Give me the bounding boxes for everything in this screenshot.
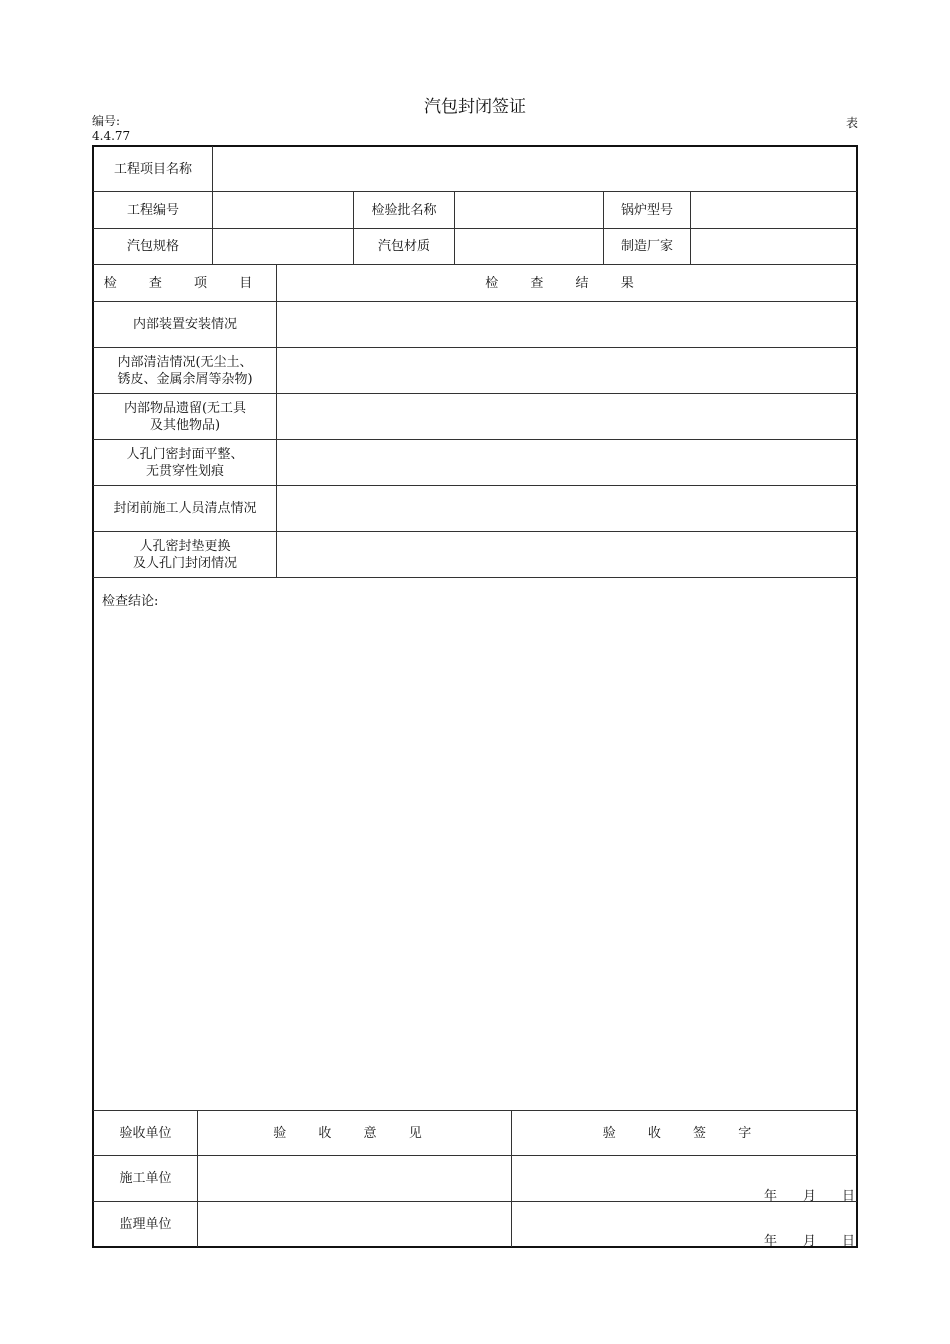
project-no-field[interactable] (213, 192, 353, 228)
supervision-date: 年 月 日 (764, 1234, 856, 1249)
inspection-result-field[interactable] (277, 394, 856, 439)
table-label: 表 (845, 116, 858, 130)
inspection-item: 内部清洁情况(无尘土、 锈皮、金属余屑等杂物) (117, 354, 253, 387)
inspection-result-header: 检 查 结 果 (485, 275, 648, 291)
page-title: 汽包封闭签证 (424, 97, 526, 117)
project-name-field[interactable] (213, 147, 856, 191)
project-name-label: 工程项目名称 (113, 161, 192, 177)
supervision-opinion-field[interactable] (198, 1202, 511, 1246)
row-divider (93, 577, 857, 578)
drum-spec-field[interactable] (213, 229, 353, 264)
project-no-label: 工程编号 (126, 202, 179, 218)
inspection-item-header: 检 查 项 目 (103, 275, 267, 291)
inspection-result-field[interactable] (277, 440, 856, 485)
construction-unit-label: 施工单位 (119, 1171, 172, 1186)
acceptance-signature-header: 验 收 签 字 (602, 1125, 766, 1141)
boiler-model-label: 锅炉型号 (620, 202, 673, 218)
number-label: 编号: (92, 114, 121, 128)
form-number (92, 114, 130, 144)
inspection-result-field[interactable] (277, 348, 856, 393)
inspection-item: 内部物品遗留(无工具 及其他物品) (123, 400, 247, 433)
construction-date: 年 月 日 (764, 1189, 856, 1204)
table-code: 4.4.77 (92, 129, 131, 143)
inspection-item: 内部装置安装情况 (132, 317, 237, 332)
drum-material-label: 汽包材质 (377, 239, 430, 254)
conclusion-field[interactable] (94, 610, 856, 1108)
drum-material-field[interactable] (455, 229, 603, 264)
acceptance-unit-header: 验收单位 (119, 1125, 172, 1141)
manufacturer-label: 制造厂家 (620, 239, 673, 254)
boiler-model-field[interactable] (691, 192, 856, 228)
batch-name-field[interactable] (455, 192, 603, 228)
inspection-item: 人孔密封垫更换 及人孔门封闭情况 (132, 538, 237, 571)
drum-spec-label: 汽包规格 (126, 239, 179, 254)
supervision-unit-label: 监理单位 (119, 1216, 172, 1232)
inspection-result-field[interactable] (277, 532, 856, 577)
inspection-item: 封闭前施工人员清点情况 (113, 501, 257, 516)
inspection-item: 人孔门密封面平整、 无贯穿性划痕 (126, 446, 244, 479)
manufacturer-field[interactable] (691, 229, 856, 264)
acceptance-opinion-header: 验 收 意 见 (273, 1125, 436, 1141)
inspection-result-field[interactable] (277, 486, 856, 531)
inspection-result-field[interactable] (277, 302, 856, 347)
batch-name-label: 检验批名称 (371, 202, 437, 218)
construction-opinion-field[interactable] (198, 1156, 511, 1201)
conclusion-label: 检查结论: (102, 594, 159, 609)
